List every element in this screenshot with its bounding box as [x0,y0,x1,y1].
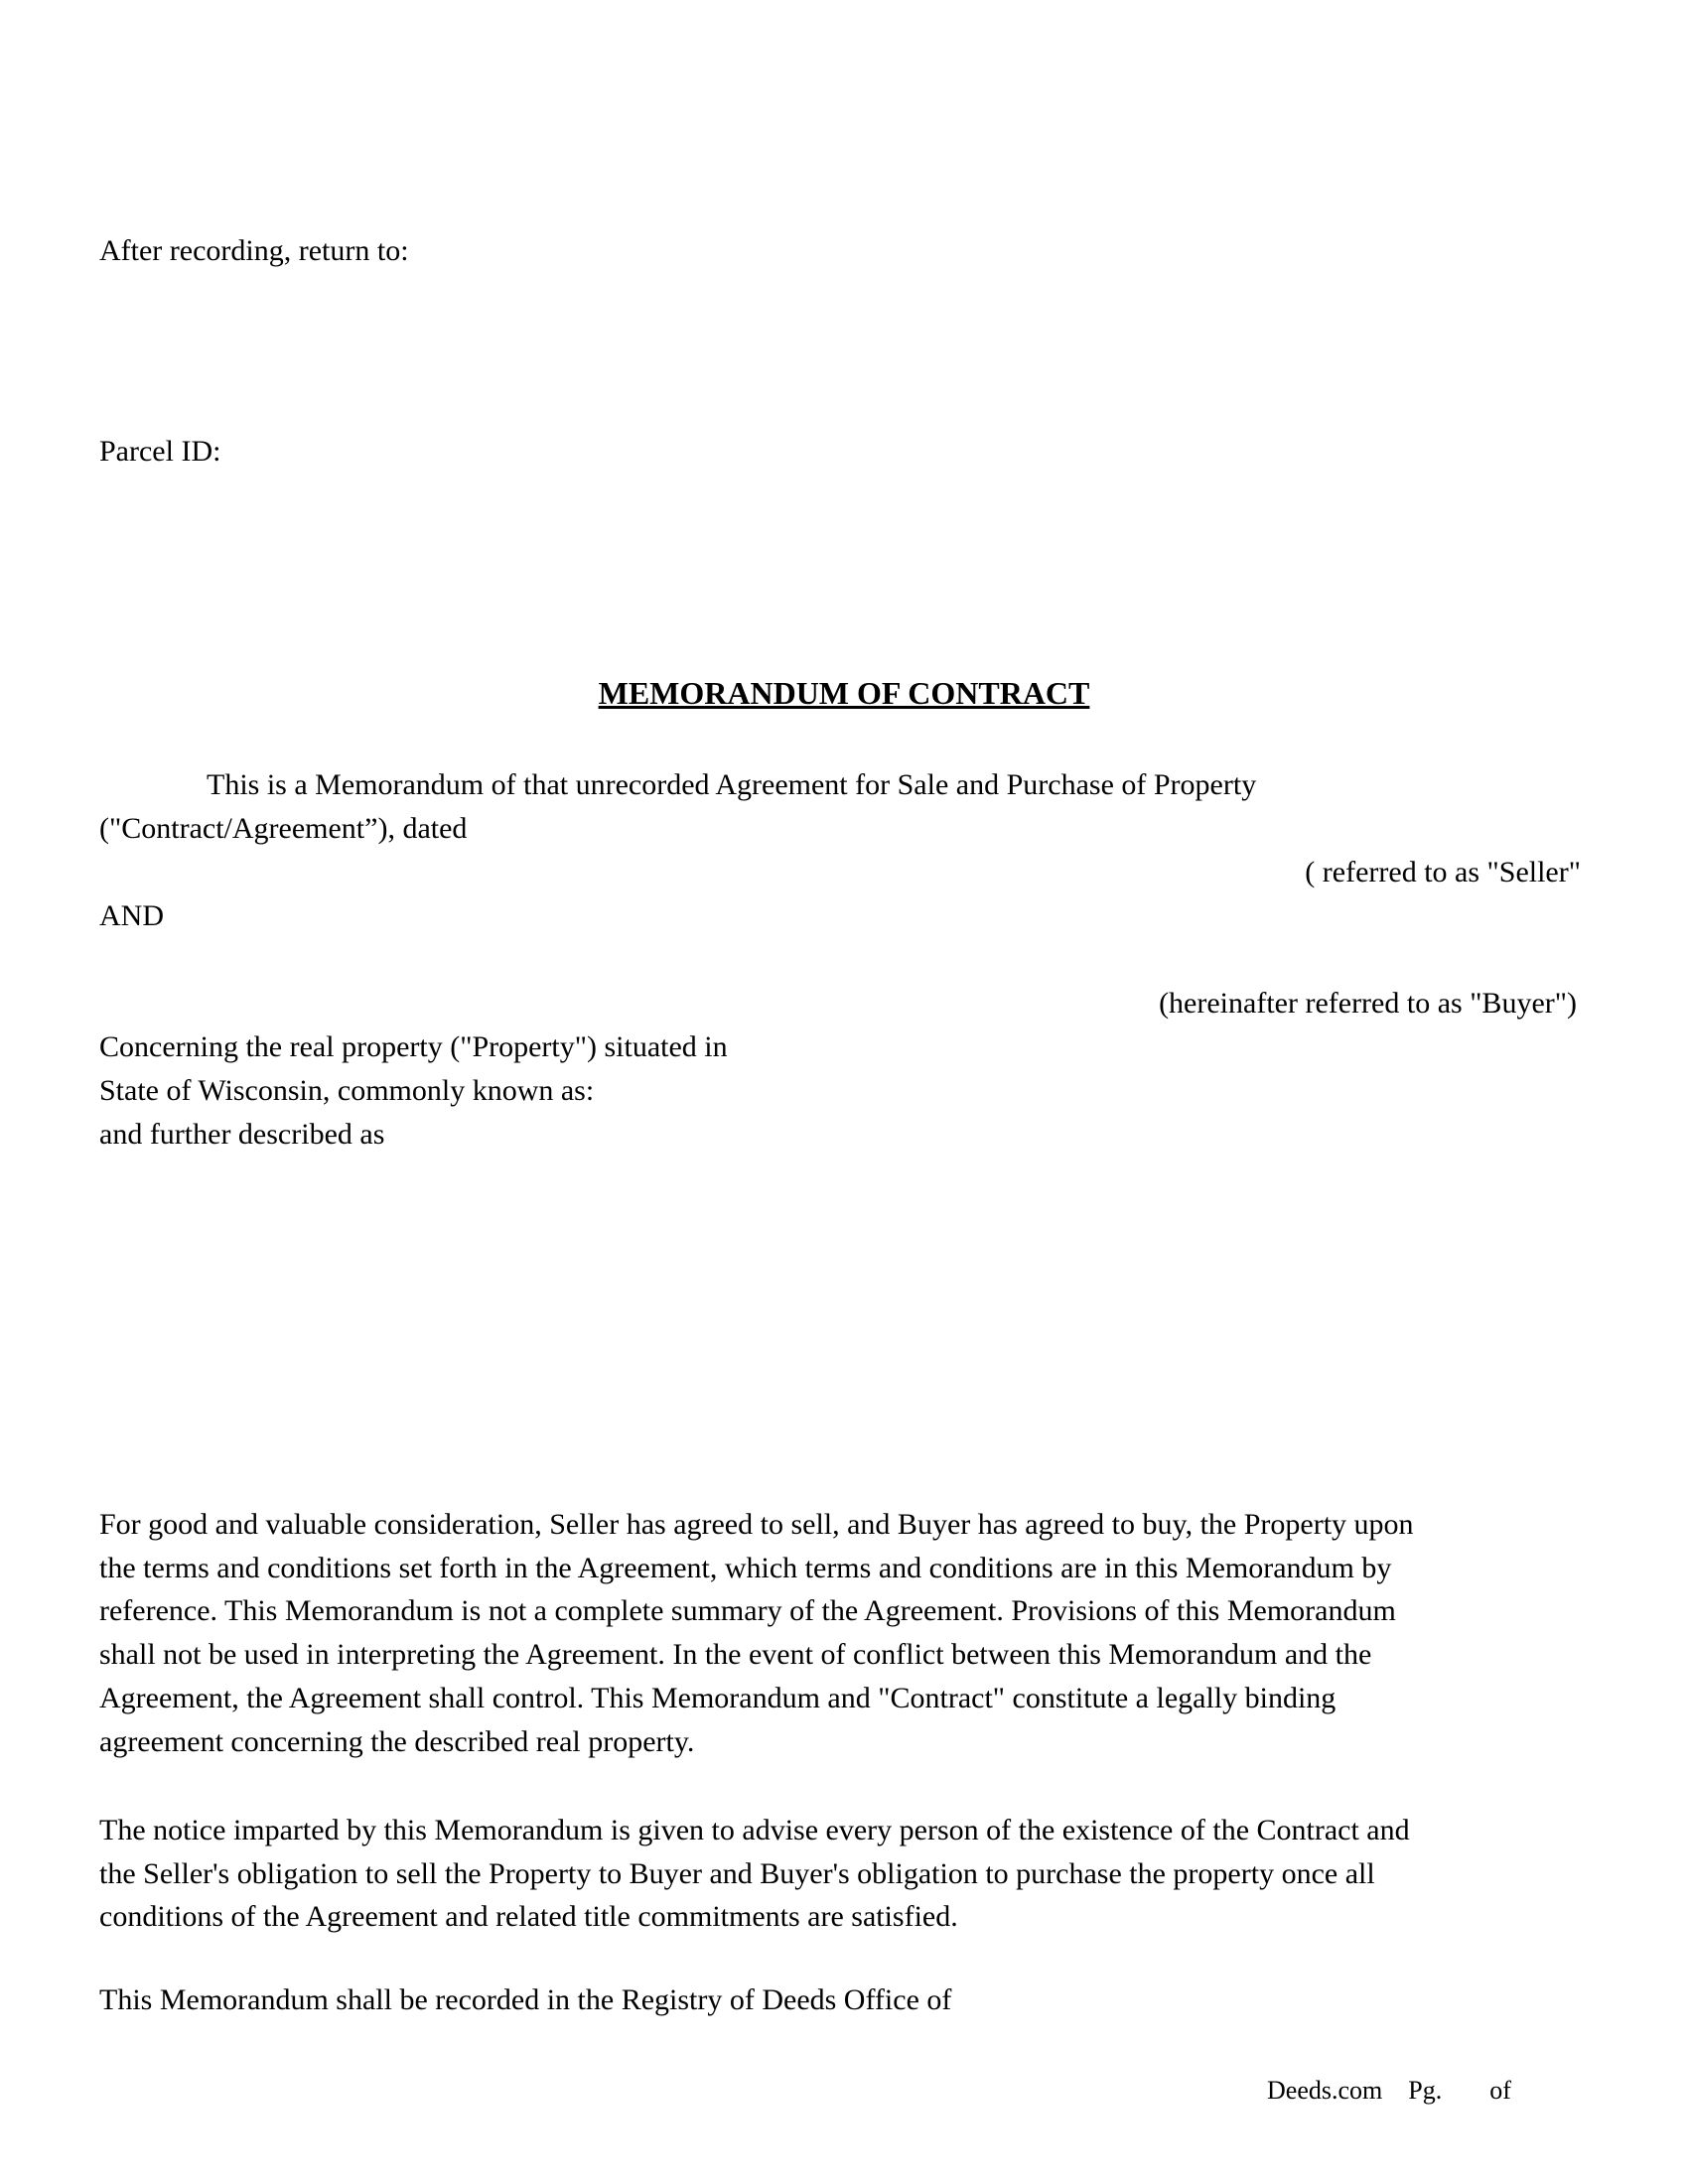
return-to-label: After recording, return to: [99,234,409,267]
intro-line-1: This is a Memorandum of that unrecorded Agreement for Sale and Purchase of Property [207,768,1257,801]
buyer-reference: (hereinafter referred to as "Buyer") [1159,987,1577,1020]
document-title: MEMORANDUM OF CONTRACT [598,675,1090,711]
and-label: AND [99,899,164,932]
paragraph-line: the terms and conditions set forth in the Agreement, which terms and conditions are in this Memorandum by [99,1551,1392,1584]
seller-reference: ( referred to as "Seller" [1305,856,1581,888]
notice-paragraph [99,1809,1589,1939]
paragraph-line: reference. This Memorandum is not a complete summary of the Agreement. Provisions of this Memorandum [99,1594,1396,1628]
paragraph-line: Agreement, the Agreement shall control. This Memorandum and "Contract" constitute a legally binding [99,1681,1336,1714]
consideration-paragraph [99,1503,1589,1763]
property-line-3: and further described as [99,1118,385,1151]
footer-page-label: Pg. [1408,2076,1443,2105]
intro-line-2: ("Contract/Agreement”), dated [99,812,468,845]
footer-of-label: of [1489,2076,1511,2105]
paragraph-line: The notice imparted by this Memorandum is given to advise every person of the existence of the Contract and [99,1814,1410,1846]
recording-paragraph: This Memorandum shall be recorded in the Registry of Deeds Office of [99,1983,952,2016]
paragraph-line: agreement concerning the described real property. [99,1724,695,1758]
footer-site: Deeds.com [1267,2076,1383,2105]
paragraph-line: shall not be used in interpreting the Agreement. In the event of conflict between this Memorandum and the [99,1638,1372,1672]
paragraph-line: the Seller's obligation to sell the Property to Buyer and Buyer's obligation to purchase the property once all [99,1856,1375,1890]
footer [1267,2078,1511,2104]
property-line-1: Concerning the real property ("Property") situated in [99,1030,728,1063]
paragraph-line: conditions of the Agreement and related title commitments are satisfied. [99,1900,958,1934]
parcel-id-label: Parcel ID: [99,435,221,468]
paragraph-line: For good and valuable consideration, Seller has agreed to sell, and Buyer has agreed to buy, the Property upon [99,1508,1414,1541]
property-line-2: State of Wisconsin, commonly known as: [99,1074,595,1107]
